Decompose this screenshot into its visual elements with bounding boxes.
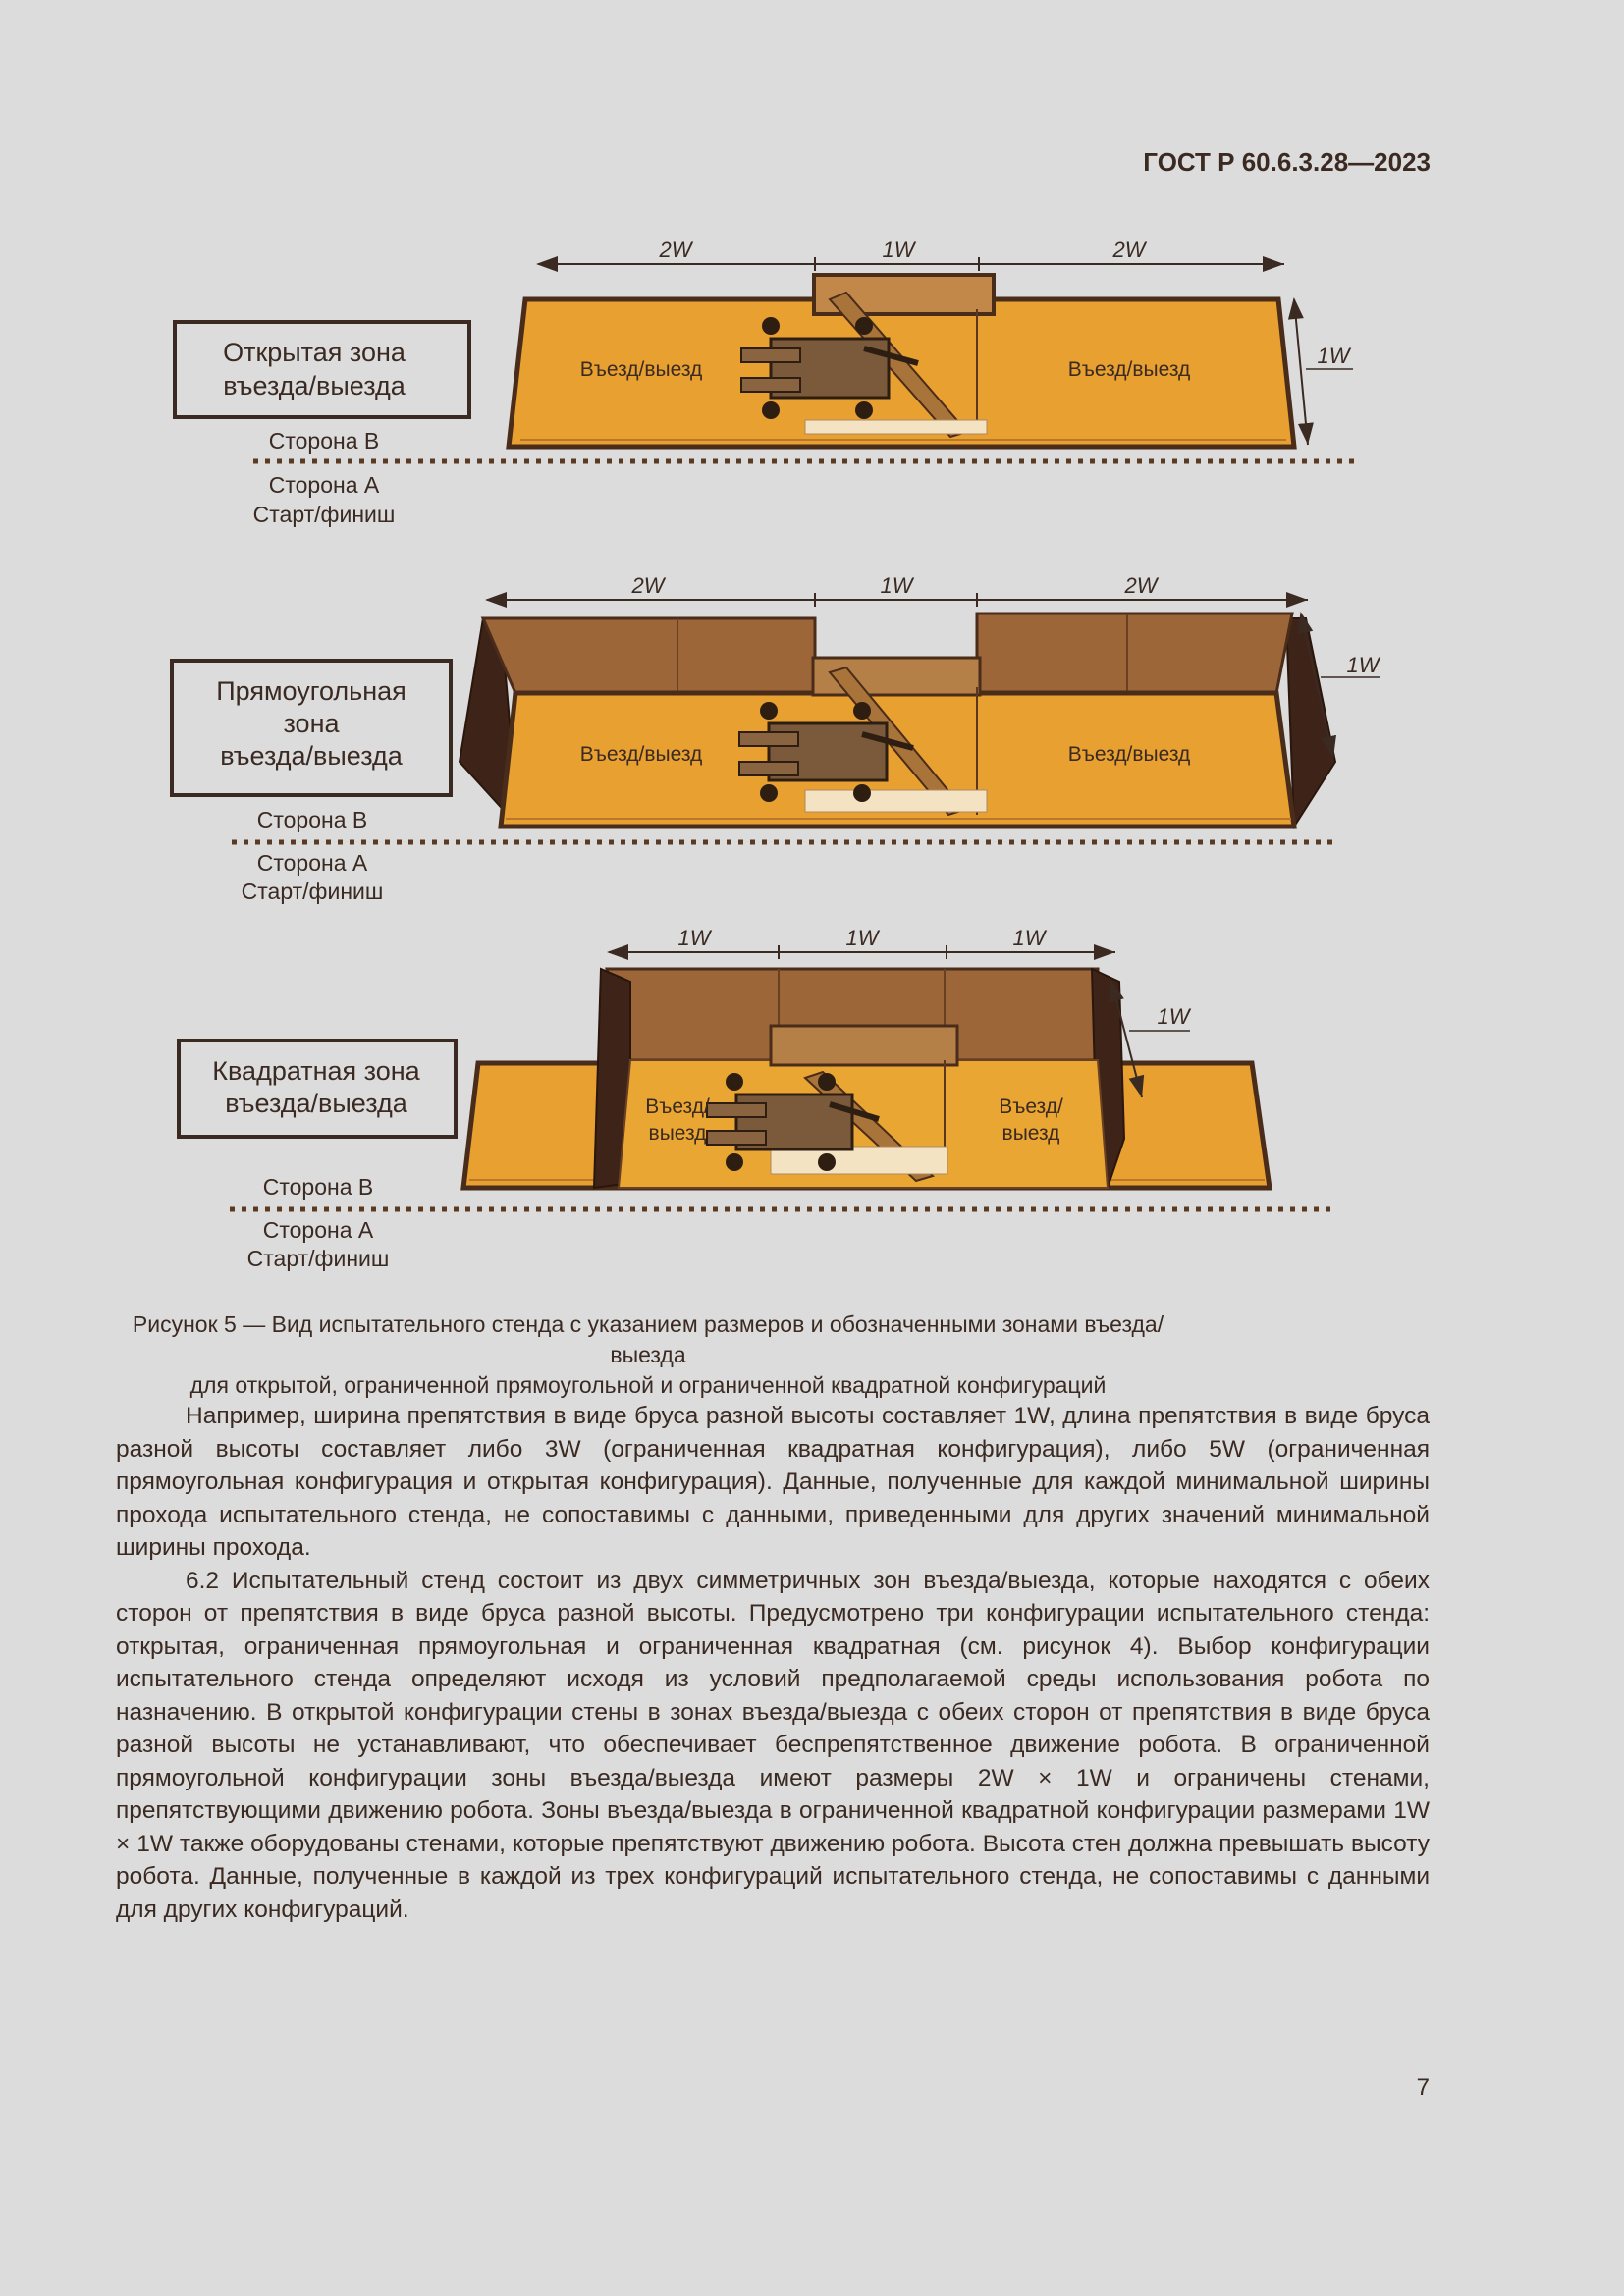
start-finish-label: Старт/финиш: [252, 502, 396, 527]
paragraph: 6.2 Испытательный стенд состоит из двух симметричных зон въезда/выезда, которые находятся с обеих сторон от препятствия в виде бруса разной высоты. Предусмотрено три конфигурации испытательного стенда: открытая, ограниченная прямоугольная и ограниченная квадратная (см. рисунок 4). Выбор конфигурации испытательного стенда определяют исходя из условий предполагаемой среды использования робота по назначению. В открытой конфигурации стены в зонах въезда/выезда с обеих сторон от препятствия в виде бруса разной высоты не устанавливают, что обеспечивает беспрепятственное движение робота. В ограниченной прямоугольной конфигурации зоны въезда/выезда имеют размеры 2W × 1W и ограничены стенами, препятствующими движению робота. Зоны въезда/выезда в ограниченной квадратной конфигурации размерами 1W × 1W также оборудованы стенами, которые препятствуют движению робота. Высота стен должна превышать высоту робота. Данные, полученные в каждой из трех конфигураций испытательного стенда, не сопоставимы с данными для других конфигураций.: [116, 1567, 1430, 1923]
zone-type-label: Открытая зона: [223, 338, 406, 367]
zone-label: Въезд/выезд: [1067, 743, 1191, 766]
start-finish-label: Старт/финиш: [246, 1246, 390, 1271]
side-dim-label: 1W: [1157, 1004, 1190, 1029]
side-b-label: Сторона B: [262, 1174, 374, 1200]
start-finish-label: Старт/финиш: [241, 879, 384, 904]
dim-label: 2W: [631, 573, 665, 598]
side-b-label: Сторона B: [256, 807, 368, 832]
zone-label: Въезд/: [645, 1095, 710, 1118]
zone-type-label: Прямоугольная: [216, 676, 406, 706]
dim-label: 1W: [845, 926, 879, 950]
side-b-label: Сторона B: [268, 428, 380, 454]
zone-label: выезд: [1001, 1122, 1060, 1145]
side-a-label: Сторона A: [256, 850, 368, 876]
paragraph: Например, ширина препятствия в виде бруса разной высоты составляет 1W, длина препятствия в виде бруса разной высоты составляет либо 3W (ограниченная квадратная конфигурация), либо 5W (ограниченная прямоугольная конфигурация и открытая конфигурация). Данные, полученные для каждой минимальной ширины прохода испытательного стенда, не сопоставимы с данными, приведенными для других значений минимальной ширины прохода.: [116, 1403, 1430, 1561]
body-text: [116, 1400, 1430, 1926]
zone-label: Въезд/выезд: [1067, 358, 1191, 381]
zone-label: выезд: [648, 1122, 707, 1145]
dim-label: 1W: [882, 238, 915, 262]
caption-line: Рисунок 5 — Вид испытательного стенда с указанием размеров и обозначенными зонами въезда/выезда: [132, 1311, 1164, 1367]
side-a-label: Сторона A: [262, 1217, 374, 1243]
panel-open: [175, 238, 1360, 527]
side-a-label: Сторона A: [268, 472, 380, 498]
zone-type-label: въезда/выезда: [220, 741, 403, 771]
caption-line: для открытой, ограниченной прямоугольной и ограниченной квадратной конфигураций: [189, 1372, 1107, 1398]
page-number: 7: [1416, 2074, 1430, 2101]
zone-type-label: зона: [283, 709, 340, 738]
panel-square: [179, 926, 1337, 1271]
side-dim-label: 1W: [1346, 653, 1380, 677]
dim-label: 1W: [1012, 926, 1046, 950]
zone-type-box: [175, 322, 469, 417]
dim-label: 2W: [659, 238, 692, 262]
zone-label: Въезд/выезд: [579, 358, 703, 381]
standard-code: ГОСТ Р 60.6.3.28—2023: [1143, 147, 1431, 177]
zone-label: Въезд/: [999, 1095, 1063, 1118]
zone-type-label: Квадратная зона: [212, 1056, 420, 1086]
zone-label: Въезд/выезд: [579, 743, 703, 766]
figure-caption: [128, 1309, 1168, 1401]
zone-type-label: въезда/выезда: [225, 1089, 407, 1118]
dim-label: 2W: [1112, 238, 1146, 262]
dim-label: 1W: [677, 926, 711, 950]
dim-label: 2W: [1124, 573, 1158, 598]
panel-rectangular: [172, 573, 1381, 904]
dim-label: 1W: [880, 573, 913, 598]
zone-type-label: въезда/выезда: [223, 371, 406, 400]
side-dim-label: 1W: [1317, 344, 1350, 368]
